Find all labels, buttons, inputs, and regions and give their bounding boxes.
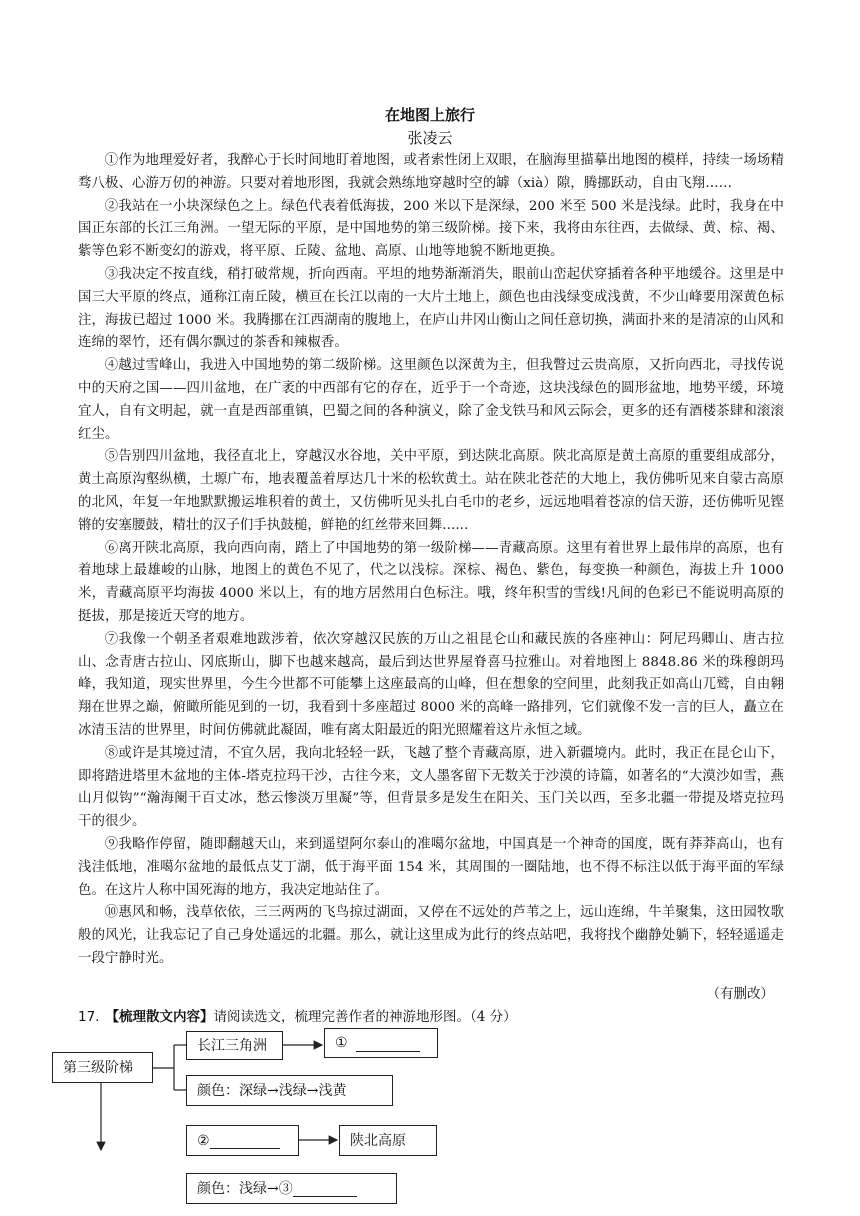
blank2-line[interactable] bbox=[210, 1132, 280, 1149]
shaanbei-label: 陕北高原 bbox=[350, 1132, 406, 1149]
paragraph-5: ⑤告别四川盆地，我径直北上，穿越汉水谷地，关中平原，到达陕北高原。陕北高原是黄土高原的重要组成部分，黄土高原沟壑纵横，土塬广布，地表覆盖着厚达几十米的松软黄土。站在陕北苍茫的大地上，我仿佛听见来自蒙古高原的北风，年复一年地默默搬运堆积着的黄土，又仿佛听见头扎白毛巾的老乡，远远地唱着苍凉的信天游，还仿佛听见铿锵的安塞腰鼓，精壮的汉子们手执鼓槌，鲜艳的红丝带来回舞...... bbox=[78, 449, 784, 533]
paragraph-1: ①作为地理爱好者，我醉心于长时间地盯着地图，或者索性闭上双眼，在脑海里描摹出地图的模样，持续一场场精骛八极、心游万仞的神游。只要对着地形图，我就会熟练地穿越时空的罅（xià）隙，腾挪跃动，自由飞翔…… bbox=[78, 153, 784, 191]
paragraph-7: ⑦我像一个朝圣者艰难地跋涉着，依次穿越汉民族的万山之祖昆仑山和藏民族的各座神山：阿尼玛卿山、唐古拉山、念青唐古拉山、冈底斯山，脚下也越来越高，最后到达世界屋脊喜马拉雅山。对着地图上 8848.86 米的珠穆朗玛峰，我知道，现实世界里，今生今世都不可能攀上这座最高的山峰，但在想象的空间里，此刻我正如高山兀鹫，自由翱翔在世界之巅，俯瞰所能见到的一切，我看到十多座超过 8000 米的高峰一路排列，它们就像不发一言的巨人，矗立在冰清玉洁的世界里，时间仿佛就此凝固，唯有离太阳最近的阳光照耀着这片永恒之域。 bbox=[78, 631, 784, 738]
paragraph-10: ⑩惠风和畅，浅草依依，三三两两的飞鸟掠过湖面，又停在不远处的芦苇之上，远山连绵，牛羊聚集，这田园牧歌般的风光，让我忘记了自己身处遥远的北疆。那么，就让这里成为此行的终点站吧，我将找个幽静处躺下，轻轻遥遥走一段宁静时光。 bbox=[78, 905, 784, 966]
blank1-line[interactable] bbox=[356, 1035, 420, 1052]
article-title: 在地图上旅行 bbox=[384, 106, 475, 124]
yangtze-label: 长江三角洲 bbox=[197, 1037, 267, 1054]
color1-label: 颜色：深绿→浅绿→浅黄 bbox=[197, 1082, 347, 1099]
paragraph-6: ⑥离开陕北高原，我向西向南，踏上了中国地势的第一级阶梯——青藏高原。这里有着世界上最伟岸的高原，也有着地球上最雄峻的山脉，地图上的黄色不见了，代之以浅棕。深棕、褐色、紫色，每变换一种颜色，海拔上升 1000 米，青藏高原平均海拔 4000 米以上，有的地方居然用白色标注。哦，终年积雪的雪线!凡间的色彩已不能说明高原的挺拔，那是接近天穹的地方。 bbox=[78, 540, 784, 624]
level3-box bbox=[52, 1052, 153, 1083]
blank2-prefix: ② bbox=[197, 1132, 210, 1149]
blank2-box[interactable] bbox=[186, 1125, 299, 1156]
yangtze-box bbox=[186, 1031, 283, 1060]
color1-box bbox=[186, 1075, 393, 1106]
level3-label: 第三级阶梯 bbox=[63, 1059, 133, 1076]
article-author: 张凌云 bbox=[407, 129, 453, 147]
blank1-box[interactable] bbox=[324, 1028, 438, 1058]
question-number: 17. bbox=[78, 1009, 100, 1025]
question-prompt: 请阅读选文，梳理完善作者的神游地形图。（4 分） bbox=[213, 1009, 517, 1025]
paragraph-8: ⑧或许是其境过清，不宜久居，我向北轻轻一跃，飞越了整个青藏高原，进入新疆境内。此时，我正在昆仑山下，即将踏进塔里木盆地的主体-塔克拉玛干沙，古往今来，文人墨客留下无数关于沙漠的诗篇，如著名的“大漠沙如雪，燕山月似钩”“瀚海阑干百丈冰，愁云惨淡万里凝”等，但背景多是发生在阳关、玉门关以西，至多北疆一带提及塔克拉玛干的很少。 bbox=[78, 745, 784, 830]
paragraph-4: ④越过雪峰山，我进入中国地势的第二级阶梯。这里颜色以深黄为主，但我瞥过云贵高原，又折向西北，寻找传说中的天府之国——四川盆地，在广袤的中西部有它的存在，近乎于一个奇迹，这块浅绿色的圆形盆地，地势平缓，环境宜人，自有文明起，就一直是西部重镇，巴蜀之间的各种演义，除了金戈铁马和风云际会，更多的还有酒楼茶肆和滚滚红尘。 bbox=[78, 358, 784, 442]
paragraph-3: ③我决定不按直线，稍打破常规，折向西南。平坦的地势渐渐消失，眼前山峦起伏穿插着各种平地缓谷。这里是中国三大平原的终点，通称江南丘陵，横亘在长江以南的一大片土地上，颜色也由浅绿变成浅黄，不少山峰要用深黄色标注，海拔已超过 1000 米。我腾挪在江西湖南的腹地上，在庐山井冈山衡山之间任意切换，满面扑来的是清凉的山风和连绵的翠竹，还有偶尔飘过的茶香和辣椒香。 bbox=[78, 266, 784, 351]
color2-box[interactable] bbox=[186, 1173, 397, 1204]
paragraph-2: ②我站在一小块深绿色之上。绿色代表着低海拔，200 米以下是深绿，200 米至 500 米是浅绿。此时，我身在中国正东部的长江三角洲。一望无际的平原，是中国地势的第三级阶梯。接下来，我将由东往西，去做绿、黄、棕、褐、紫等色彩不断变幻的游戏，将平原、丘陵、盆地、高原、山地等地貌不断地更换。 bbox=[78, 198, 784, 260]
shaanbei-box bbox=[339, 1125, 437, 1156]
source-note: （有删改） bbox=[706, 986, 774, 1002]
color2-label: 颜色：浅绿→③ bbox=[197, 1180, 293, 1197]
blank1-prefix: ① bbox=[335, 1035, 348, 1051]
blank3-line[interactable] bbox=[293, 1180, 357, 1197]
paragraph-9: ⑨我略作停留，随即翻越天山，来到遥望阿尔泰山的准噶尔盆地，中国真是一个神奇的国度，既有莽莽高山，也有浅洼低地，准噶尔盆地的最低点艾丁湖，低于海平面 154 米，其周围的一圈陆地，也不得不标注以低于海平面的军绿色。在这片人称中国死海的地方，我决定地站住了。 bbox=[78, 836, 784, 898]
question-heading: 【梳理散文内容】 bbox=[105, 1009, 214, 1025]
